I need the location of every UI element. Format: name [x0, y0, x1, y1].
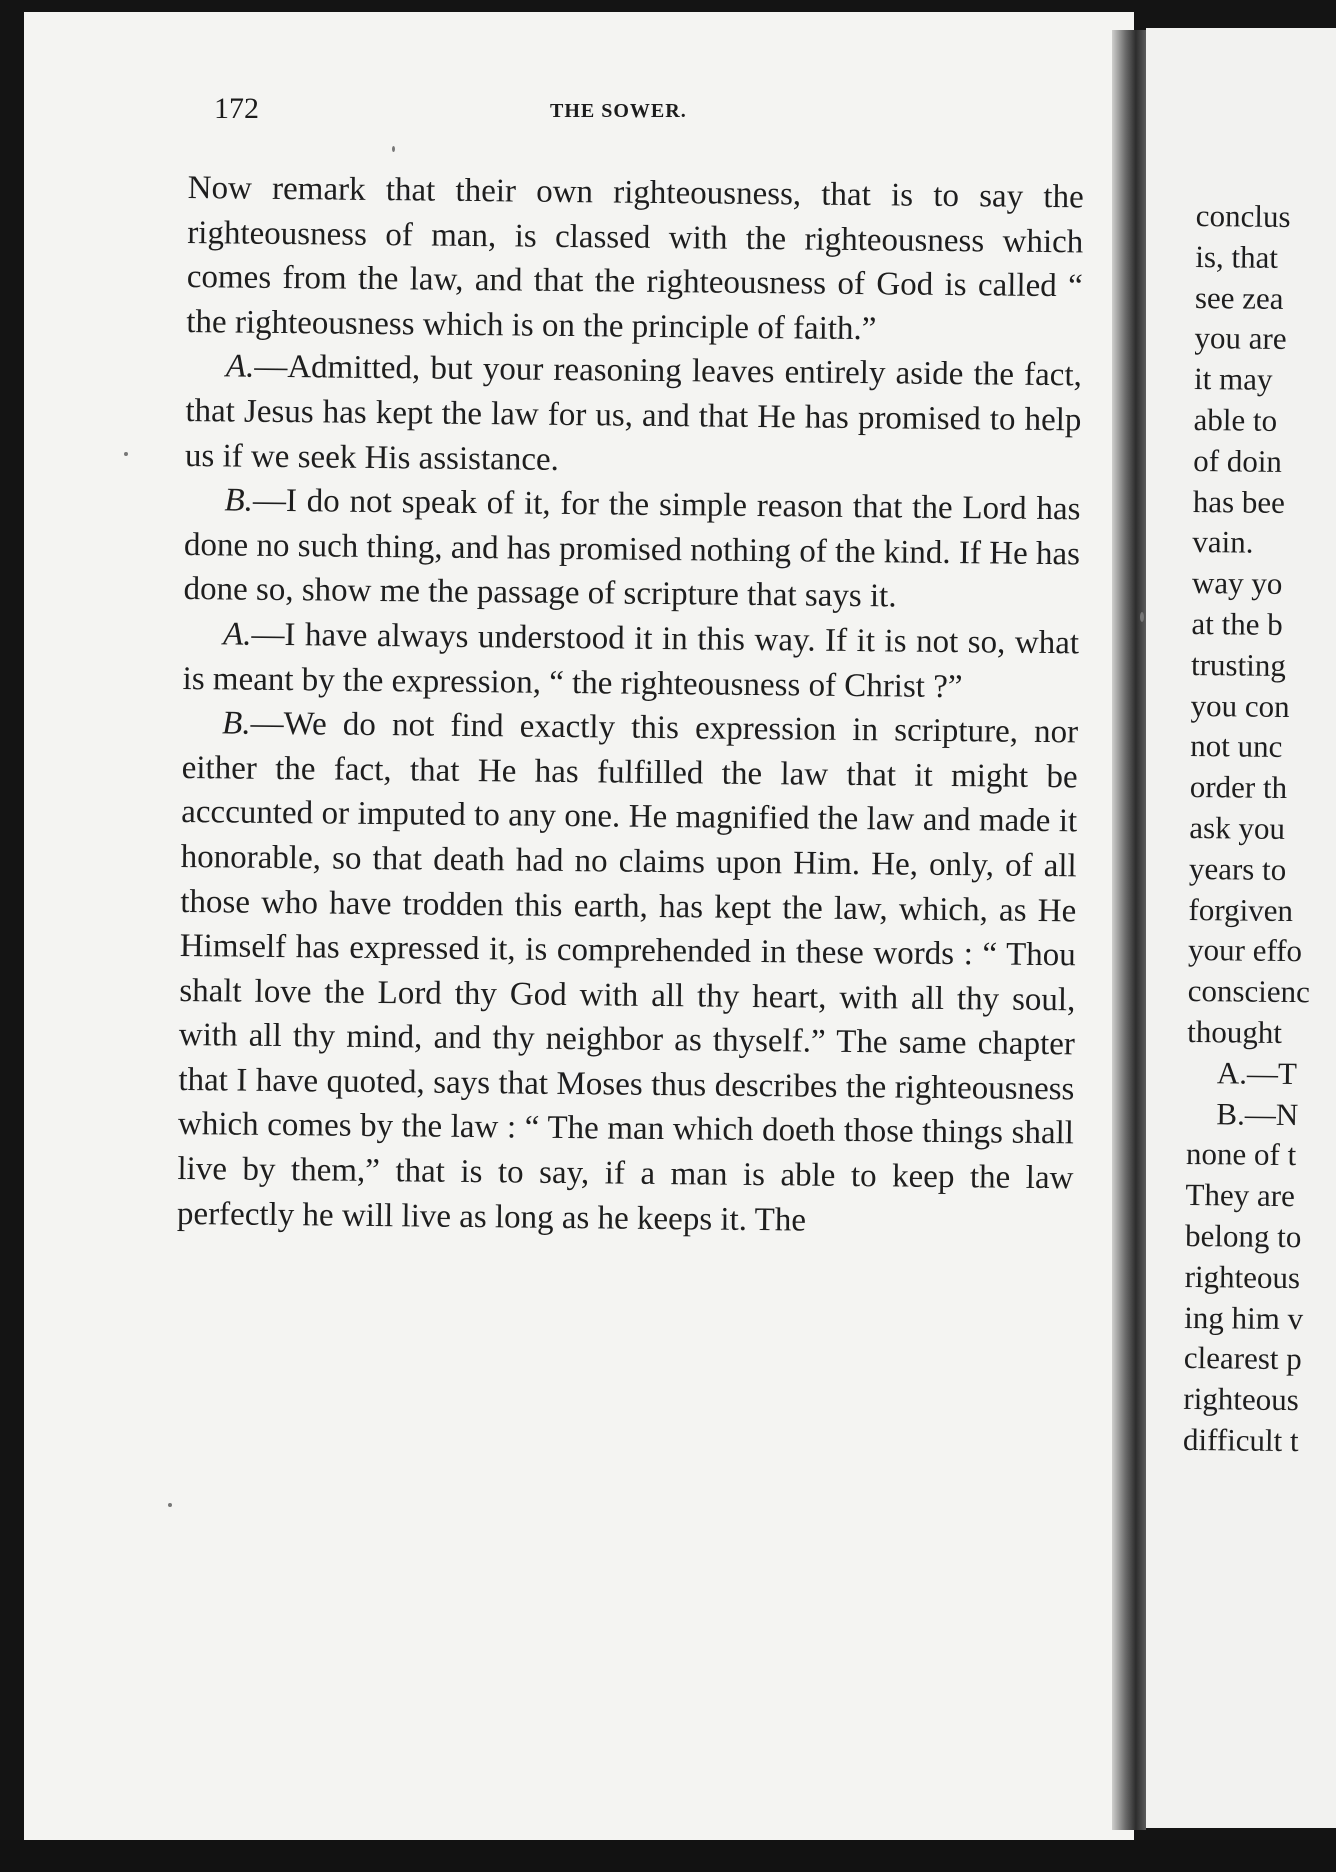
right-page-line: way yo: [1191, 565, 1283, 602]
paragraph: [183, 478, 1080, 621]
paragraph-text: —We do not find exactly this expression in scripture, nor either the fact, that He has fulfilled the law that it might be acccunted or imputed to any one. He magnified the law and made it honorable, so that death had no claims upon Him. He, only, of all those who have trodden this earth, has kept the law, which, as He Himself has expressed it, is comprehended in these words : “ Thou shalt love the Lord thy God with all thy heart, with all thy soul, with all thy mind, and thy neighbor as thyself.” The same chapter that I have quoted, says that Moses thus describes the righteousness which comes by the law : “ The man which doeth those things shall live by them,” that is to say, if a man is able to keep the law perfectly he will live as long as he keeps it. The: [176, 705, 1079, 1239]
speaker-label: A.: [225, 348, 255, 386]
right-page-line: you con: [1190, 687, 1290, 724]
right-page-line: is, that: [1195, 238, 1279, 275]
speaker-label: B.: [224, 482, 254, 519]
paragraph: [182, 612, 1079, 711]
paragraph-text: —I do not speak of it, for the simple reason that the Lord has done no such thing, and has promised nothing of the kind. If He has done so, show me the passage of scripture that says it.: [183, 482, 1081, 615]
right-page-line: B.—N: [1216, 1095, 1299, 1132]
right-page-line: conscienc: [1187, 973, 1311, 1010]
right-page-line: at the b: [1191, 605, 1283, 642]
right-page-line: righteous: [1183, 1381, 1299, 1418]
page-number: 172: [214, 92, 259, 125]
paragraph-text: Now remark that their own righteousness, that is to say the righteousness of man, is classed with the righteousness which comes from the law, and that the righteousness of God is called “ the righteousness which is on the principle of faith.”: [186, 169, 1084, 347]
paragraph: [186, 166, 1084, 354]
paragraph: [177, 701, 1079, 1245]
scan-speck: [1140, 612, 1144, 622]
right-page-line: trusting: [1190, 646, 1287, 683]
right-page-line: conclus: [1195, 197, 1291, 234]
right-page-line: A.—T: [1216, 1055, 1298, 1091]
right-page-line: has bee: [1192, 483, 1286, 520]
paragraph-text: —I have always understood it in this way. If it is not so, what is meant by the expression, “ the righteousness of Christ ?”: [182, 616, 1080, 705]
right-page-line: thought: [1187, 1013, 1283, 1050]
book-gutter: [1112, 30, 1146, 1830]
running-head: [190, 92, 950, 140]
right-page-line: not unc: [1190, 728, 1283, 765]
scan-speck: [168, 1503, 172, 1507]
right-page: [1146, 28, 1336, 1828]
right-page-line: of doin: [1193, 442, 1283, 479]
paragraph: [185, 344, 1082, 487]
scan-speck: [392, 146, 395, 152]
right-page-line: see zea: [1194, 279, 1284, 316]
right-page-line: They are: [1185, 1177, 1296, 1214]
body-text: [177, 166, 1084, 1246]
right-page-line: none of t: [1185, 1136, 1297, 1173]
page-header-title: THE SOWER.: [550, 100, 687, 122]
right-page-line: ask you: [1189, 809, 1286, 846]
right-page-line: able to: [1193, 401, 1278, 438]
scan-speck: [124, 452, 128, 456]
paragraph-text: —Admitted, but your reasoning leaves entirely aside the fact, that Jesus has kept the law for us, and that He has promised to help us if we seek His assistance.: [184, 349, 1083, 478]
scanner-bottom-edge: [0, 1840, 1336, 1872]
right-page-line: order th: [1189, 769, 1288, 806]
right-page-line: belong to: [1184, 1217, 1302, 1255]
speaker-label: B.: [221, 705, 251, 742]
right-page-line: righteous: [1184, 1258, 1301, 1295]
right-page-line: you are: [1194, 320, 1287, 357]
right-page-line: clearest p: [1183, 1340, 1302, 1377]
right-page-line: forgiven: [1188, 891, 1294, 928]
speaker-label: A.: [222, 616, 252, 653]
right-page-line: it may: [1193, 361, 1273, 397]
right-page-line: difficult t: [1182, 1421, 1299, 1459]
right-page-line: years to: [1188, 850, 1287, 887]
right-page-line: ing him v: [1184, 1299, 1304, 1336]
right-page-text-column: [1183, 196, 1336, 1463]
right-page-line: vain.: [1192, 524, 1254, 560]
right-page-line: your effo: [1187, 932, 1303, 969]
